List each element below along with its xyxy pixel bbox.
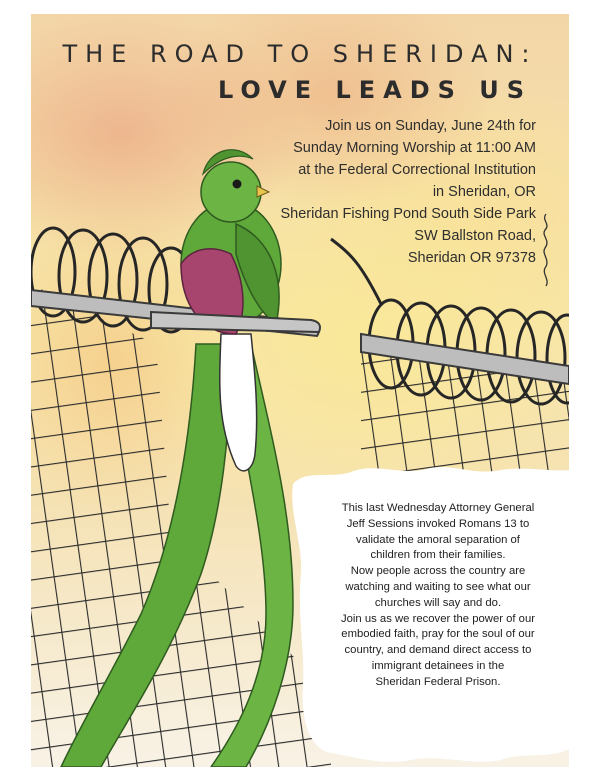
event-line: SW Ballston Road,	[414, 228, 536, 244]
body-line: validate the amoral separation of	[356, 533, 520, 546]
body-line: country, and demand direct access to	[344, 644, 532, 657]
body-line: Now people across the country are	[350, 565, 526, 578]
poster	[31, 14, 569, 767]
body-line: watching and waiting to see what our	[345, 580, 531, 593]
body-line: Sheridan Federal Prison.	[375, 675, 501, 688]
event-line: in Sheridan, OR	[432, 184, 536, 200]
body-line: Join us as we recover the power of our	[340, 612, 536, 625]
artist-signature	[539, 210, 553, 290]
poster-title-line1: THE ROAD TO SHERIDAN:	[62, 40, 538, 68]
body-line: embodied faith, pray for the soul of our	[341, 628, 535, 641]
event-line: at the Federal Correctional Institution	[298, 162, 536, 178]
body-line: Jeff Sessions invoked Romans 13 to	[346, 517, 530, 530]
poster-title-line2: LOVE LEADS US	[217, 76, 533, 104]
event-details	[280, 115, 536, 269]
message-body	[323, 501, 553, 691]
body-line: This last Wednesday Attorney General	[341, 502, 535, 514]
body-line: immigrant detainees in the	[371, 659, 505, 672]
event-line: Join us on Sunday, June 24th for	[325, 118, 536, 134]
event-line: Sunday Morning Worship at 11:00 AM	[293, 140, 536, 156]
event-line: Sheridan OR 97378	[407, 250, 536, 266]
body-line: children from their families.	[370, 549, 506, 562]
body-line: churches will say and do.	[374, 596, 502, 609]
event-line: Sheridan Fishing Pond South Side Park	[280, 206, 536, 222]
